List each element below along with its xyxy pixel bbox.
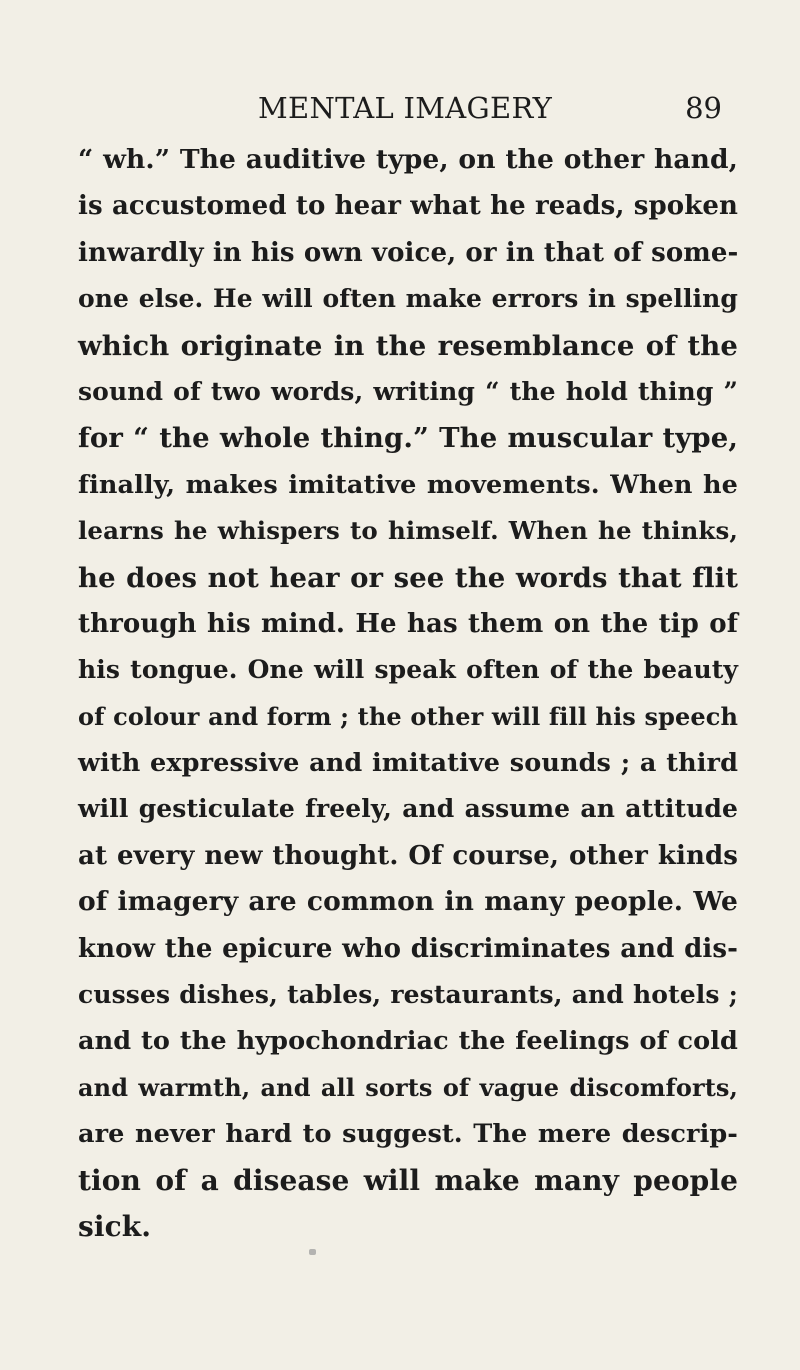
text-line: and warmth, and all sorts of vague discomforts, xyxy=(78,1072,738,1102)
text-line: sound of two words, writing “ the hold thing ” xyxy=(78,376,738,406)
text-line: know the epicure who discriminates and dis- xyxy=(78,933,738,964)
text-line: sick. xyxy=(78,1209,152,1243)
text-line: learns he whispers to himself. When he thinks, xyxy=(78,516,738,546)
text-line: tion of a disease will make many people xyxy=(78,1163,738,1197)
text-line: of colour and form ; the other will fill his speech xyxy=(78,701,738,731)
text-line: his tongue. One will speak often of the beauty xyxy=(78,655,738,685)
text-line: “ wh.” The auditive type, on the other hand, xyxy=(78,144,738,175)
page-number: 89 xyxy=(685,91,722,125)
text-line: and to the hypochondriac the feelings of cold xyxy=(78,1026,738,1057)
body-text xyxy=(78,137,738,1250)
text-line: are never hard to suggest. The mere descrip- xyxy=(78,1119,738,1150)
running-title: MENTAL IMAGERY xyxy=(258,91,553,125)
text-line: one else. He will often make errors in spelling xyxy=(78,284,738,314)
print-speck xyxy=(309,1249,316,1255)
text-line: inwardly in his own voice, or in that of some- xyxy=(78,237,739,268)
text-line: of imagery are common in many people. We xyxy=(78,886,738,918)
text-line: through his mind. He has them on the tip of xyxy=(78,608,738,639)
text-line: which originate in the resemblance of the xyxy=(78,329,738,362)
text-line: finally, makes imitative movements. When he xyxy=(78,469,738,500)
text-line: is accustomed to hear what he reads, spoken xyxy=(78,191,738,222)
text-line: will gesticulate freely, and assume an attitude xyxy=(78,794,738,824)
text-line: cusses dishes, tables, restaurants, and hotels ; xyxy=(78,980,738,1010)
text-line: with expressive and imitative sounds ; a third xyxy=(78,748,738,779)
text-line: he does not hear or see the words that flit xyxy=(78,561,738,594)
text-line: for “ the whole thing.” The muscular type, xyxy=(78,422,738,455)
running-head xyxy=(0,88,800,128)
text-line: at every new thought. Of course, other kinds xyxy=(78,840,738,871)
